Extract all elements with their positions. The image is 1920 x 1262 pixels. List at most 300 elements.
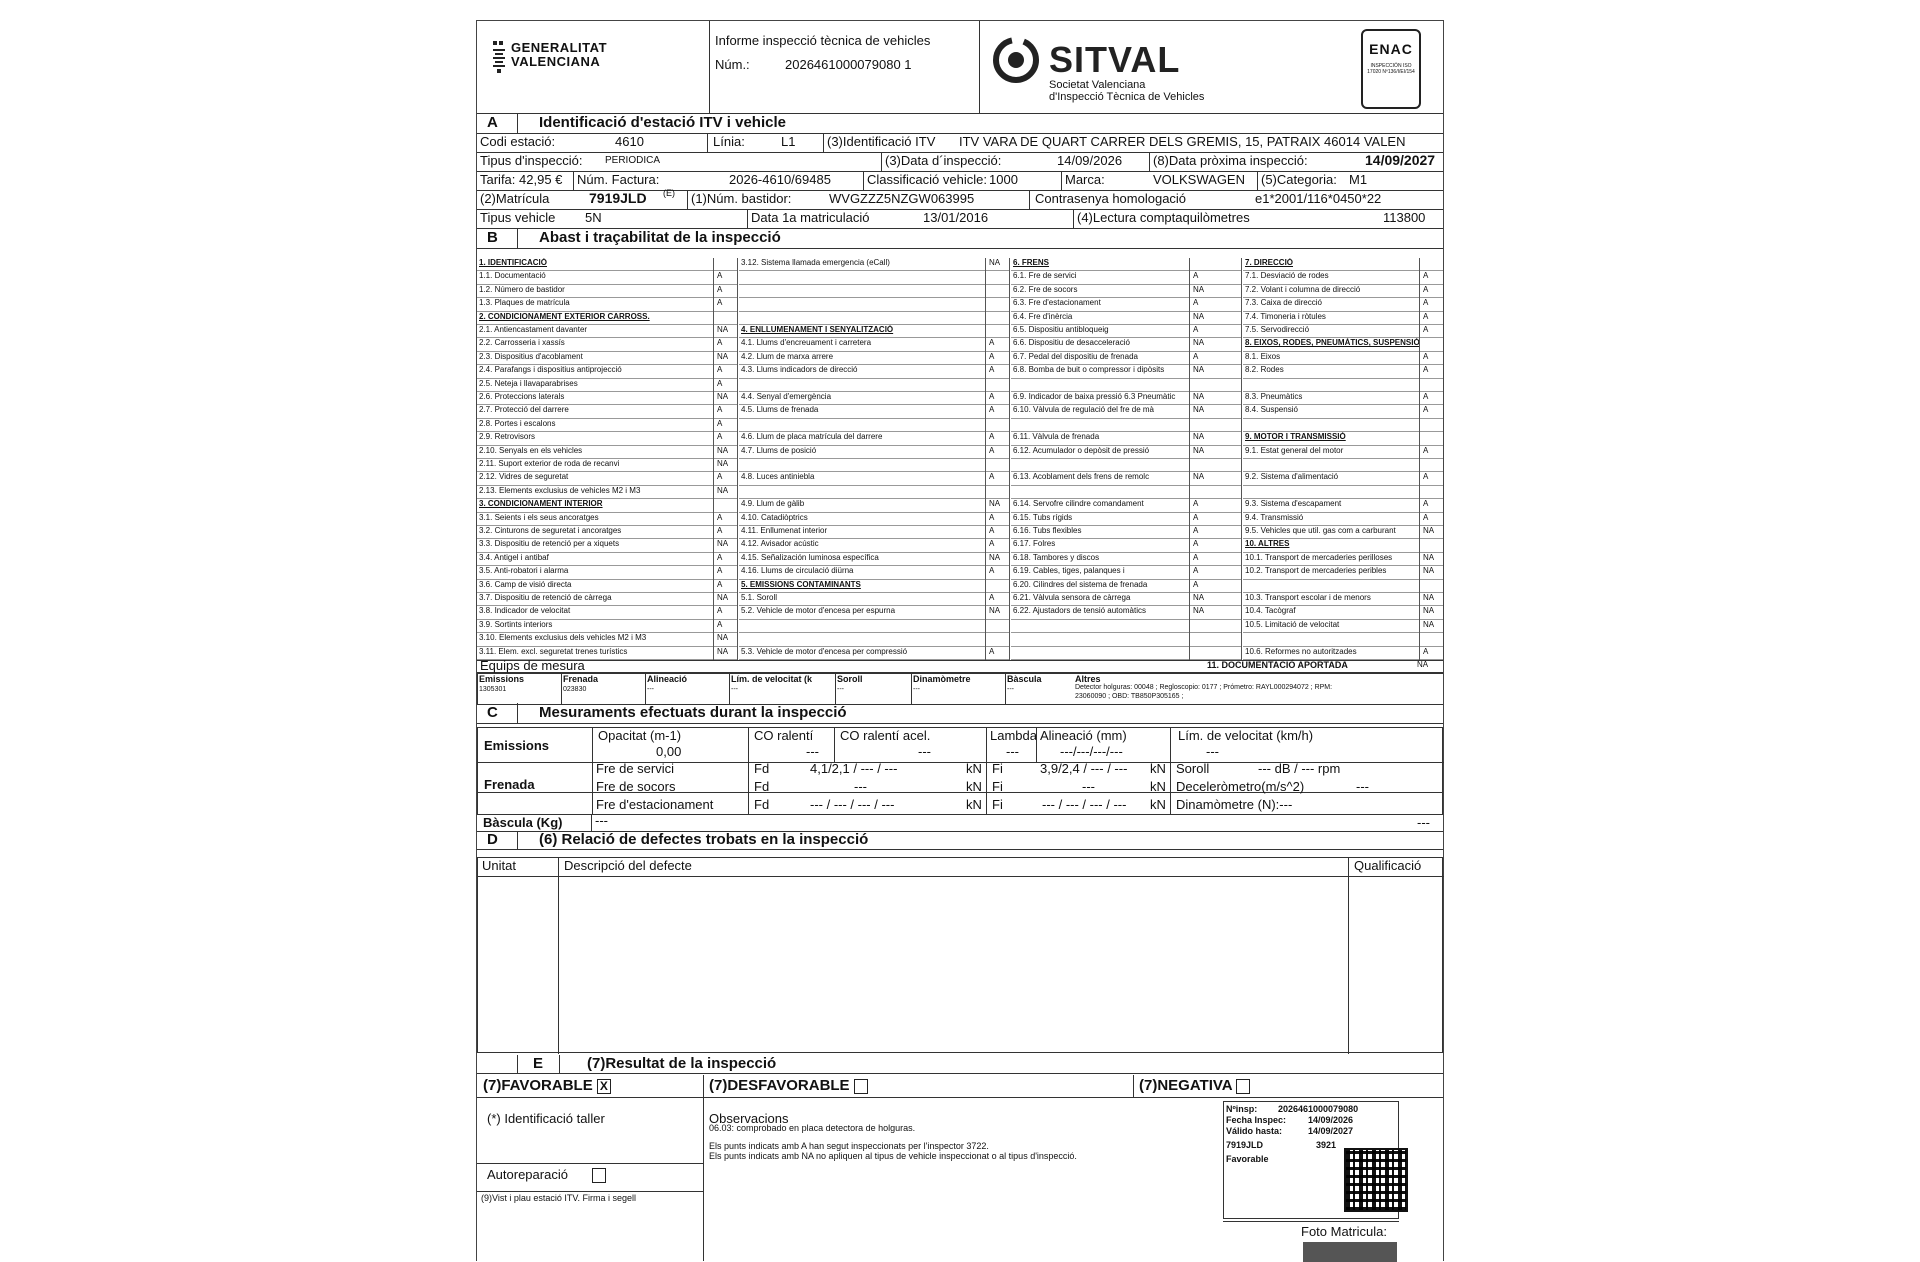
checklist-item: [1243, 271, 1443, 284]
section-c-title: Mesuraments efectuats durant la inspecció: [539, 704, 847, 721]
checklist-item: [1243, 459, 1443, 472]
favorable-label: (7)FAVORABLE: [483, 1077, 593, 1094]
fre-servici-fd: 4,1/2,1 / --- / ---: [810, 761, 898, 776]
checklist-item-value: A: [1423, 445, 1429, 455]
section-e-letter: E: [533, 1055, 544, 1072]
checklist-item: [477, 459, 737, 472]
checklist-item-label: 6.4. Fre d'inèrcia: [1013, 311, 1073, 321]
checklist-item: [1011, 593, 1241, 606]
checklist-item: [1243, 539, 1443, 552]
checklist-item-label: 4.16. Llums de circulació diürna: [741, 566, 854, 576]
checklist-item: [739, 365, 1009, 378]
checklist-item-value: A: [1423, 284, 1429, 294]
result-desfavorable[interactable]: [709, 1077, 868, 1094]
foto-matricula-block: [1223, 1221, 1399, 1262]
frenada-label: Frenada: [484, 777, 535, 792]
checklist-item: [1243, 446, 1443, 459]
checklist-item-label: 3.4. Antigel i antibaf: [479, 552, 549, 562]
checklist-item: [477, 513, 737, 526]
checklist-item-value: A: [989, 338, 995, 348]
checklist-item: [1011, 526, 1241, 539]
checklist-item-label: 3. CONDICIONAMENT INTERIOR: [479, 499, 603, 509]
checklist-item: [739, 419, 1009, 432]
checklist-item-label: 8.1. Eixos: [1245, 351, 1281, 361]
checklist-item-value: NA: [1423, 606, 1435, 616]
checklist-item-value: NA: [717, 445, 729, 455]
equip-header: Lím. de velocitat (k: [731, 674, 813, 684]
checklist-item-value: A: [1423, 472, 1429, 482]
checklist-item: [477, 312, 737, 325]
checklist-item-label: 3.2. Cinturons de seguretat i ancoratges: [479, 526, 622, 535]
checklist-item: [1011, 271, 1241, 284]
result-row: [477, 1075, 1443, 1098]
checklist-item-value: A: [989, 405, 995, 415]
checklist-item-value: NA: [1423, 619, 1435, 629]
checklist-item-label: 1.3. Plaques de matrícula: [479, 298, 570, 308]
checklist-item-label: 4.6. Llum de placa matrícula del darrere: [741, 432, 883, 442]
altres-value1: Detector holguras: 00048 ; Regloscopio: 0177 ; Prómetro: RAYL000294072 ; RPM:: [1075, 684, 1333, 691]
checklist-item-value: A: [717, 378, 723, 388]
doc-value: NA: [1417, 660, 1429, 669]
checklist-item: [739, 647, 1009, 660]
defects-col-unitat: Unitat: [482, 858, 516, 873]
checklist-item-label: 6.19. Cables, tiges, palanques i: [1013, 566, 1125, 576]
checklist-item-value: A: [989, 432, 995, 442]
checklist-item: [1243, 647, 1443, 660]
checklist-item: [739, 580, 1009, 593]
fre-servici-label: Fre de servici: [596, 761, 675, 776]
kn-2: kN: [966, 779, 982, 794]
alineacio-value: ---/---/---/---: [1060, 744, 1123, 759]
checklist-item: [1011, 379, 1241, 392]
checklist-item-value: NA: [989, 499, 1001, 509]
checklist-item: [477, 446, 737, 459]
sitval-sub1: Societat Valenciana: [1049, 79, 1146, 91]
bastidor-value: WVGZZZ5NZGW063995: [829, 191, 975, 206]
checklist-divider: [1419, 258, 1420, 660]
checklist-item-label: 2.11. Suport exterior de roda de recanvi: [479, 459, 620, 468]
checklist-item: [739, 258, 1009, 271]
checklist-item: [739, 539, 1009, 552]
checklist-item-value: NA: [1193, 405, 1205, 415]
checklist-item-value: A: [717, 526, 723, 535]
checklist-item: [477, 526, 737, 539]
checklist-item-label: 2.13. Elements exclusius de vehicles M2 i M3: [479, 485, 641, 495]
report-header: [477, 21, 1443, 114]
checklist-item: [477, 432, 737, 445]
checklist-item: [1011, 352, 1241, 365]
checklist-item: [1243, 633, 1443, 646]
checklist-item-value: A: [717, 432, 723, 442]
checklist-item: [1243, 486, 1443, 499]
checklist-item-value: NA: [1193, 365, 1205, 375]
equip-header: Dinamòmetre: [913, 674, 971, 684]
equip-divider: [477, 674, 478, 704]
checklist-item-label: 1.1. Documentació: [479, 271, 546, 281]
checklist-item-label: 10.4. Tacògraf: [1245, 606, 1296, 616]
negativa-checkbox[interactable]: [1236, 1079, 1250, 1094]
checklist-item-value: A: [1423, 325, 1429, 334]
tipus-vehicle-label: Tipus vehicle: [480, 210, 556, 225]
tipus-label: Tipus d'inspecció:: [480, 153, 583, 168]
checklist-item-value: A: [1423, 499, 1429, 509]
checklist-item-label: 6.22. Ajustadors de tensió automàtics: [1013, 606, 1146, 616]
checklist-item-value: A: [989, 472, 995, 482]
inspection-report: [476, 20, 1444, 1261]
row-tipus-vehicle: [477, 209, 1443, 229]
checklist-item-value: NA: [717, 325, 729, 334]
checklist-item-label: 10.2. Transport de mercaderies peribles: [1245, 566, 1387, 576]
frenada-block: [477, 761, 1443, 815]
checklist-item-label: 4.10. Catadiòptrics: [741, 512, 808, 522]
checklist-item-value: A: [989, 445, 995, 455]
data-inspeccio-value: 14/09/2026: [1057, 153, 1123, 168]
checklist-item-label: 10.5. Limitació de velocitat: [1245, 619, 1340, 629]
linia-label: Línia:: [713, 134, 745, 149]
checklist-item-value: A: [717, 552, 723, 562]
lim-velocitat-value: ---: [1206, 744, 1219, 759]
section-d-title-row: [477, 831, 1443, 850]
checklist-item-value: A: [989, 365, 995, 375]
co-value: ---: [806, 744, 819, 759]
checklist-item: [1011, 620, 1241, 633]
soroll-value: --- dB / --- rpm: [1258, 761, 1341, 776]
report-num-label: Núm.:: [715, 57, 750, 72]
checklist-item-label: 6.11. Vàlvula de frenada: [1013, 432, 1100, 442]
negativa-label: (7)NEGATIVA: [1139, 1077, 1233, 1094]
checklist-item-value: NA: [717, 459, 729, 468]
equips-title: Equips de mesura: [480, 658, 585, 673]
checklist-item-value: A: [717, 284, 723, 294]
equip-header: Emissions: [479, 674, 525, 684]
taller-label: (*) Identificació taller: [487, 1111, 605, 1126]
checklist-item: [1243, 392, 1443, 405]
equip-value: ---: [913, 686, 920, 693]
checklist-item-label: 6.13. Acoblament dels frens de remolc: [1013, 472, 1150, 482]
checklist-item-label: 6. FRENS: [1013, 258, 1050, 267]
defects-col-descripcio: Descripció del defecte: [564, 858, 692, 873]
lectura-value: 113800: [1383, 210, 1426, 225]
checklist-item: [1243, 432, 1443, 445]
equip-value: ---: [731, 686, 738, 693]
alineacio-label: Alineació (mm): [1040, 728, 1127, 743]
section-b-title-row: [477, 228, 1443, 249]
checklist-item: [1011, 647, 1241, 660]
checklist-item: [477, 365, 737, 378]
checklist-item: [739, 432, 1009, 445]
result-negativa[interactable]: [1139, 1077, 1250, 1094]
checklist-item-label: 2.1. Antiencastament davanter: [479, 325, 588, 334]
section-c-title-row: [477, 703, 1443, 724]
lambda-label: Lambda: [990, 728, 1037, 743]
sticker-matricula: 7919JLD: [1226, 1140, 1264, 1150]
checklist-item: [1011, 513, 1241, 526]
fi-label-3: Fi: [992, 797, 1003, 812]
checklist-item: [477, 352, 737, 365]
checklist-item: [739, 459, 1009, 472]
checklist-item-label: 6.10. Vàlvula de regulació del fre de mà: [1013, 405, 1154, 415]
checklist-item-label: 10. ALTRES: [1245, 539, 1290, 549]
sticker-fecha-value: 14/09/2026: [1308, 1115, 1354, 1125]
checklist-item-label: 1.2. Número de bastidor: [479, 284, 565, 294]
checklist-item-value: A: [1193, 298, 1199, 308]
checklist-item: [1011, 419, 1241, 432]
checklist-item-value: A: [717, 619, 723, 629]
checklist-item: [1011, 499, 1241, 512]
checklist-column-1: [477, 258, 737, 660]
checklist-item-label: 5.1. Soroll: [741, 593, 778, 602]
equip-divider: [1005, 674, 1006, 704]
checklist-item-label: 2.6. Proteccions laterals: [479, 392, 565, 401]
equip-divider: [911, 674, 912, 704]
categoria-value: M1: [1349, 172, 1368, 187]
checklist-item: [1243, 526, 1443, 539]
emissions-label: Emissions: [484, 738, 550, 753]
checklist-item: [1011, 472, 1241, 485]
checklist-item-label: 6.8. Bomba de buit o compressor i dipòsits: [1013, 365, 1165, 375]
observacions-line2: Els punts indicats amb A han segut inspeccionats per l'inspector 3722.: [709, 1141, 989, 1151]
section-d-letter: D: [487, 831, 498, 848]
checklist-item: [1243, 620, 1443, 633]
checklist-item-label: 2.12. Vidres de seguretat: [479, 472, 569, 482]
sitval-subtitle: [1049, 79, 1204, 103]
matricula-sup: (E): [663, 188, 675, 198]
checklist-item-value: A: [717, 365, 723, 375]
equip-header: Bàscula: [1007, 674, 1042, 684]
checklist-item: [739, 606, 1009, 619]
ident-label: (3)Identificació ITV: [827, 134, 936, 149]
checklist-item: [477, 472, 737, 485]
checklist-item-value: A: [989, 392, 995, 401]
observacions-line3: Els punts indicats amb NA no apliquen al tipus de vehicle inspeccionat o al tipus d'inspecció.: [709, 1151, 1077, 1161]
checklist-item: [739, 446, 1009, 459]
checklist-item-value: A: [717, 338, 723, 348]
checklist-item-label: 10.3. Transport escolar i de menors: [1245, 593, 1371, 602]
fre-estacionament-fd: --- / --- / --- / ---: [810, 797, 895, 812]
checklist-item-label: 4.11. Enllumenat interior: [741, 526, 828, 535]
altres-header: Altres: [1075, 674, 1101, 684]
checklist-item-label: 6.18. Tambores y discos: [1013, 552, 1100, 562]
checklist-item-label: 2.3. Dispositius d'acoblament: [479, 351, 583, 361]
fd-label-2: Fd: [754, 779, 770, 794]
desfavorable-label: (7)DESFAVORABLE: [709, 1077, 850, 1094]
checklist-item-value: NA: [1193, 606, 1205, 616]
defects-col-qualificacio: Qualificació: [1354, 858, 1422, 873]
checklist-item-label: 6.3. Fre d'estacionament: [1013, 298, 1101, 308]
checklist-item-value: A: [717, 271, 723, 281]
checklist-item-label: 9.2. Sistema d'alimentació: [1245, 472, 1339, 482]
checklist-item: [739, 553, 1009, 566]
checklist-item-value: A: [717, 405, 723, 415]
checklist-item-value: NA: [1423, 552, 1435, 562]
checklist-item: [477, 271, 737, 284]
report-title-block: [709, 21, 980, 113]
checklist-item-label: 8.3. Pneumàtics: [1245, 392, 1303, 401]
bascula-value-2: ---: [1417, 815, 1430, 830]
fre-socors-fd: ---: [854, 779, 867, 794]
dinamometre-label: Dinamòmetre (N):---: [1176, 797, 1293, 812]
checklist-item: [477, 553, 737, 566]
co-label: CO ralentí: [754, 728, 814, 743]
categoria-label: (5)Categoria:: [1261, 172, 1337, 187]
checklist-item-value: NA: [717, 633, 729, 643]
checklist-item-value: A: [989, 512, 995, 522]
checklist-item-label: 4.1. Llums d'encreuament i carretera: [741, 338, 872, 348]
data-inspeccio-label: (3)Data d´inspecció:: [885, 153, 1002, 168]
checklist-item: [739, 285, 1009, 298]
equip-divider: [645, 674, 646, 704]
fre-servici-fi: 3,9/2,4 / --- / ---: [1040, 761, 1128, 776]
checklist-divider: [737, 258, 738, 660]
checklist-item-label: 6.6. Dispositiu de desacceleració: [1013, 338, 1130, 348]
fi-label-2: Fi: [992, 779, 1003, 794]
checklist-item-label: 8. EIXOS, RODES, PNEUMÀTICS, SUSPENSIÓ: [1245, 338, 1420, 348]
checklist-item: [1011, 606, 1241, 619]
checklist-divider: [1241, 258, 1242, 660]
checklist-item-value: A: [989, 593, 995, 602]
contrasenya-label: Contrasenya homologació: [1035, 191, 1187, 206]
checklist-item-value: NA: [717, 351, 729, 361]
fre-estacionament-fi: --- / --- / --- / ---: [1042, 797, 1127, 812]
checklist-item-label: 9. MOTOR I TRANSMISSIÓ: [1245, 432, 1346, 442]
checklist-divider: [985, 258, 986, 660]
proxima-value: 14/09/2027: [1365, 152, 1436, 168]
checklist-item-label: 2. CONDICIONAMENT EXTERIOR CARROSS.: [479, 311, 650, 321]
checklist-divider: [1009, 258, 1010, 660]
kn-1: kN: [966, 761, 982, 776]
checklist-item: [739, 325, 1009, 338]
checklist-item-value: NA: [717, 485, 729, 495]
checklist-item: [1243, 606, 1443, 619]
checklist-item-value: A: [1423, 512, 1429, 522]
checklist-item: [1011, 392, 1241, 405]
checklist-item: [739, 593, 1009, 606]
checklist-item-value: A: [989, 539, 995, 549]
checklist-item: [477, 593, 737, 606]
checklist-item-label: 7.2. Volant i columna de direcció: [1245, 284, 1361, 294]
gva-line1: GENERALITAT: [511, 40, 608, 55]
result-favorable[interactable]: [483, 1077, 611, 1094]
checklist-item-label: 6.5. Dispositiu antibloqueig: [1013, 325, 1109, 334]
checklist-item: [739, 526, 1009, 539]
checklist-item: [739, 338, 1009, 351]
checklist-item: [739, 271, 1009, 284]
data1-label: Data 1a matriculació: [751, 210, 870, 225]
kn-3: kN: [966, 797, 982, 812]
gva-name: [511, 41, 607, 69]
checklist-item-label: 3.8. Indicador de velocitat: [479, 606, 571, 616]
lambda-value: ---: [1006, 744, 1019, 759]
checklist-item: [477, 419, 737, 432]
equip-header: Frenada: [563, 674, 599, 684]
checklist-item: [1011, 486, 1241, 499]
equip-header: Alineació: [647, 674, 688, 684]
checklist-item: [1243, 312, 1443, 325]
qr-code-icon: [1344, 1148, 1408, 1212]
checklist-item-label: 3.5. Anti-robatori i alarma: [479, 566, 569, 576]
checklist-item-label: 4.4. Senyal d'emergència: [741, 392, 832, 401]
checklist-item: [1011, 338, 1241, 351]
section-c-letter: C: [487, 704, 498, 721]
checklist-item-value: NA: [1423, 526, 1435, 535]
checklist-item-label: 6.17. Folres: [1013, 539, 1056, 549]
checklist-item-value: NA: [717, 392, 729, 401]
row-bascula: [477, 815, 1443, 832]
altres-value2: 23060090 ; OBD: TB850P305165 ;: [1075, 693, 1184, 700]
autoreparacio[interactable]: [487, 1167, 606, 1183]
sitval-sub2: d'Inspecció Tècnica de Vehicles: [1049, 91, 1205, 103]
decel-value: ---: [1356, 779, 1369, 794]
checklist-item-value: NA: [1193, 392, 1205, 401]
section-b-letter: B: [487, 229, 498, 246]
checklist-item: [1011, 580, 1241, 593]
checklist-item-value: A: [717, 606, 723, 616]
checklist-item-label: 6.16. Tubs flexibles: [1013, 526, 1082, 535]
lectura-label: (4)Lectura comptaquilòmetres: [1077, 210, 1250, 225]
fre-socors-label: Fre de socors: [596, 779, 676, 794]
checklist-item: [739, 392, 1009, 405]
checklist-item: [1243, 285, 1443, 298]
classif-value: 1000: [989, 172, 1018, 187]
checklist-item: [1243, 499, 1443, 512]
favorable-checkbox[interactable]: X: [597, 1079, 611, 1094]
marca-label: Marca:: [1065, 172, 1105, 187]
factura-value: 2026-4610/69485: [729, 172, 831, 187]
equip-value: 1305301: [479, 686, 507, 693]
checklist-item: [477, 258, 737, 271]
checklist-item-label: 3.7. Dispositiu de retenció de càrrega: [479, 593, 612, 602]
checklist-item: [1243, 553, 1443, 566]
section-a-title: Identificació d'estació ITV i vehicle: [539, 114, 786, 131]
checklist-item: [477, 325, 737, 338]
checklist-item: [739, 405, 1009, 418]
checklist-item: [739, 633, 1009, 646]
checklist-item: [477, 580, 737, 593]
checklist-item-label: 2.4. Parafangs i dispositius antiprojecció: [479, 365, 622, 375]
codi-label: Codi estació:: [480, 134, 556, 149]
gva-logo-block: [477, 21, 710, 113]
checklist-item: [739, 620, 1009, 633]
checklist-item-value: A: [717, 512, 723, 522]
checklist-item-value: NA: [1193, 432, 1205, 442]
desfavorable-checkbox[interactable]: [854, 1079, 868, 1094]
autoreparacio-checkbox[interactable]: [592, 1168, 606, 1183]
checklist-item-value: NA: [717, 646, 729, 656]
fd-label-3: Fd: [754, 797, 770, 812]
checklist-item: [1243, 419, 1443, 432]
equip-header: Soroll: [837, 674, 863, 684]
sticker-result: Favorable: [1226, 1154, 1269, 1164]
checklist-item-label: 8.4. Suspensió: [1245, 405, 1298, 415]
checklist-item-label: 7. DIRECCIÓ: [1245, 258, 1294, 267]
checklist-item-value: NA: [1193, 284, 1205, 294]
lim-velocitat-label: Lím. de velocitat (km/h): [1178, 728, 1314, 743]
checklist-item: [1243, 405, 1443, 418]
sticker-ninsp-label: Nºinsp:: [1226, 1104, 1258, 1114]
checklist-item: [1011, 298, 1241, 311]
checklist-item-value: A: [1193, 271, 1199, 281]
enac-sub: INSPECCIÓN ISO 17020 Nº136/I/EI/154: [1367, 63, 1415, 75]
checklist-item-label: 9.3. Sistema d'escapament: [1245, 499, 1342, 509]
checklist-item: [1011, 258, 1241, 271]
bascula-value: ---: [595, 813, 608, 828]
checklist-item-label: 7.4. Timoneria i ròtules: [1245, 311, 1326, 321]
checklist-item-value: A: [1423, 646, 1429, 656]
checklist-item: [477, 620, 737, 633]
row-documentacio: [477, 660, 1443, 673]
checklist-item: [1011, 432, 1241, 445]
checklist-item-value: A: [1423, 405, 1429, 415]
